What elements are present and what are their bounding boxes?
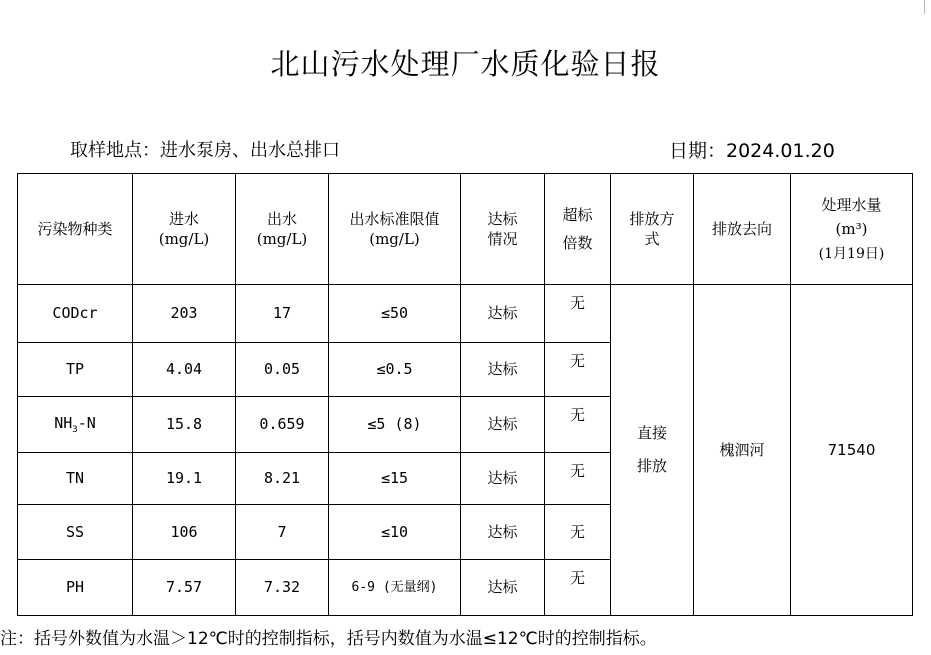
exceed-value: 无 (545, 397, 611, 453)
discharge-destination: 槐泗河 (694, 285, 791, 616)
report-title: 北山污水处理厂水质化验日报 (270, 47, 661, 81)
status-value: 达标 (461, 397, 545, 453)
limit-value: ≤0.5 (329, 343, 461, 397)
water-quality-table (17, 173, 913, 616)
pollutant-name: PH (18, 560, 133, 616)
status-value: 达标 (461, 560, 545, 616)
header-limit: 出水标准限值 (mg/L) (329, 174, 461, 285)
header-status: 达标 情况 (461, 174, 545, 285)
limit-value: ≤5 (8) (329, 397, 461, 453)
table-row (18, 285, 913, 343)
exceed-value: 无 (545, 453, 611, 505)
status-value: 达标 (461, 343, 545, 397)
outlet-value: 0.659 (236, 397, 329, 453)
pollutant-name: TN (18, 453, 133, 505)
discharge-method: 直接 排放 (611, 285, 694, 616)
header-volume: 处理水量 (m³) (1月19日) (791, 174, 913, 285)
inlet-value: 203 (133, 285, 236, 343)
inlet-value: 4.04 (133, 343, 236, 397)
outlet-value: 7 (236, 505, 329, 560)
inlet-value: 106 (133, 505, 236, 560)
page-corner-mark (924, 0, 931, 14)
exceed-value: 无 (545, 343, 611, 397)
exceed-value: 无 (545, 285, 611, 343)
pollutant-name: TP (18, 343, 133, 397)
inlet-value: 19.1 (133, 453, 236, 505)
footnote: 注：括号外数值为水温＞12℃时的控制指标，括号内数值为水温≤12℃时的控制指标。 (0, 629, 657, 649)
table-header-row (18, 174, 913, 285)
inlet-value: 15.8 (133, 397, 236, 453)
outlet-value: 0.05 (236, 343, 329, 397)
header-outlet: 出水 (mg/L) (236, 174, 329, 285)
status-value: 达标 (461, 453, 545, 505)
pollutant-name: SS (18, 505, 133, 560)
header-destination: 排放去向 (694, 174, 791, 285)
status-value: 达标 (461, 285, 545, 343)
limit-value: ≤15 (329, 453, 461, 505)
report-date: 日期：2024.01.20 (669, 140, 835, 162)
outlet-value: 8.21 (236, 453, 329, 505)
exceed-value: 无 (545, 560, 611, 616)
pollutant-name: $NH_3-N$ (18, 397, 133, 453)
header-exceed: 超标 倍数 (545, 174, 611, 285)
header-inlet: 进水 (mg/L) (133, 174, 236, 285)
status-value: 达标 (461, 505, 545, 560)
treated-volume: 71540 (791, 285, 913, 616)
limit-value: ≤50 (329, 285, 461, 343)
exceed-value: 无 (545, 505, 611, 560)
header-pollutant: 污染物种类 (18, 174, 133, 285)
header-method: 排放方 式 (611, 174, 694, 285)
pollutant-name: CODcr (18, 285, 133, 343)
limit-value: 6-9 (无量纲) (329, 560, 461, 616)
outlet-value: 7.32 (236, 560, 329, 616)
inlet-value: 7.57 (133, 560, 236, 616)
outlet-value: 17 (236, 285, 329, 343)
limit-value: ≤10 (329, 505, 461, 560)
sampling-location: 取样地点：进水泵房、出水总排口 (70, 140, 340, 161)
